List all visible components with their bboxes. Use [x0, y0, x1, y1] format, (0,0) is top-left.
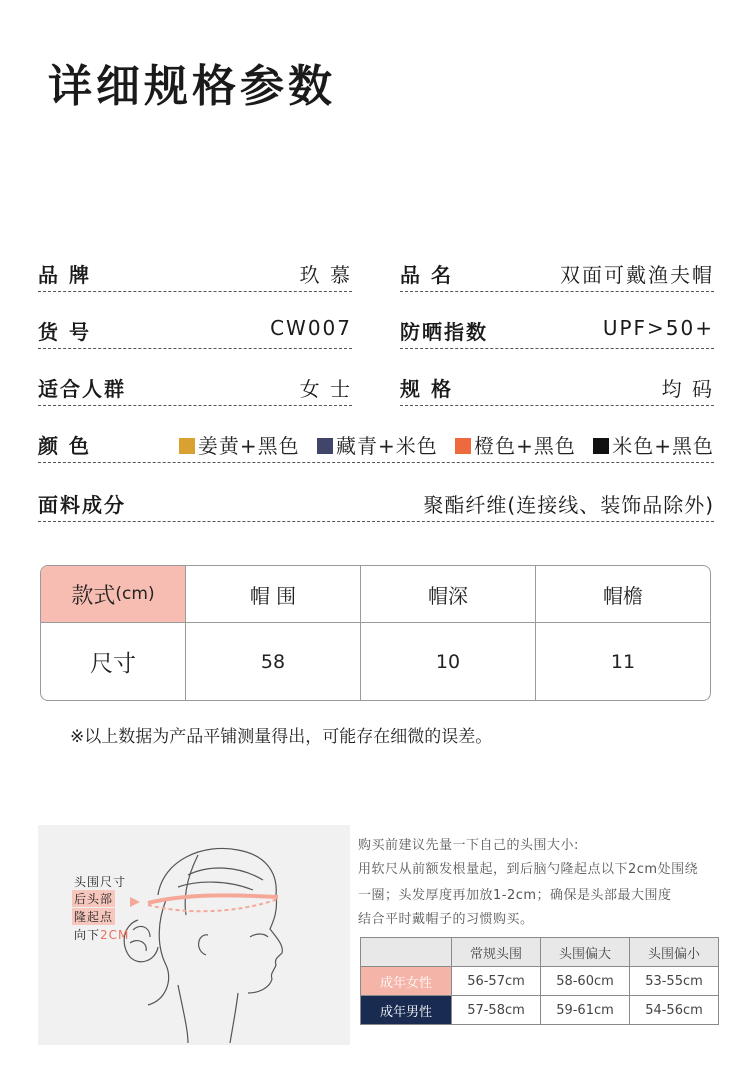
tip-line: 结合平时戴帽子的习惯购买。 — [358, 912, 534, 927]
head-label-circumference: 头围尺寸 — [74, 875, 127, 889]
spec-label: 面料成分 — [38, 493, 126, 517]
table-cell: 59-61cm — [541, 996, 630, 1025]
head-label-down-prefix: 向下 — [74, 928, 101, 942]
spec-value: UPF>50+ — [602, 316, 714, 340]
page-title: 详细规格参数 — [48, 61, 336, 112]
spec-row-size — [400, 369, 714, 406]
size-table-corner-label: 款式 — [71, 583, 116, 609]
spec-value: 玖 慕 — [299, 263, 352, 287]
color-option: 藏青+米色 — [335, 434, 438, 458]
table-header: 头围偏小 — [630, 938, 719, 967]
tip-line: 用软尺从前额发根量起，到后脑勺隆起点以下2cm处围绕 — [358, 862, 699, 877]
divider — [185, 566, 186, 700]
spec-label: 货 号 — [38, 320, 91, 344]
spec-value: 聚酯纤维(连接线、装饰品除外) — [423, 493, 714, 517]
size-table-corner — [41, 566, 185, 622]
spec-value: 均 码 — [661, 377, 714, 401]
divider — [535, 566, 536, 700]
spec-row-brand — [38, 255, 352, 292]
table-cell: 57-58cm — [452, 996, 541, 1025]
size-table — [40, 565, 711, 701]
size-table-row-label: 尺寸 — [90, 651, 136, 677]
swatch-icon — [317, 438, 333, 454]
spec-row-color — [38, 426, 714, 463]
size-table-corner-unit: (cm) — [115, 584, 155, 604]
swatch-icon — [455, 438, 471, 454]
tip-line: 购买前建议先量一下自己的头围大小: — [358, 838, 579, 853]
table-header: 常规头围 — [452, 938, 541, 967]
spec-value: CW007 — [270, 316, 352, 340]
spec-row-upf — [400, 312, 714, 349]
spec-label: 规 格 — [400, 377, 453, 401]
divider — [41, 622, 710, 623]
head-label-bump: 隆起点 — [74, 910, 114, 924]
table-cell: 58-60cm — [541, 967, 630, 996]
size-table-value: 10 — [435, 650, 461, 673]
table-row — [361, 938, 719, 967]
spec-row-name — [400, 255, 714, 292]
spec-row-fabric — [38, 485, 714, 522]
table-header: 头围偏大 — [541, 938, 630, 967]
color-options — [179, 430, 714, 459]
head-illustration-panel — [38, 825, 350, 1045]
spec-row-sku — [38, 312, 352, 349]
size-table-value: 11 — [610, 650, 636, 673]
spec-label: 品 名 — [400, 263, 453, 287]
table-cell: 53-55cm — [630, 967, 719, 996]
row-label-female: 成年女性 — [361, 967, 452, 996]
swatch-icon — [593, 438, 609, 454]
swatch-icon — [179, 438, 195, 454]
measurement-note: ※以上数据为产品平铺测量得出，可能存在细微的误差。 — [70, 727, 493, 747]
table-cell: 56-57cm — [452, 967, 541, 996]
color-option: 姜黄+黑色 — [197, 434, 300, 458]
divider — [360, 566, 361, 700]
spec-row-group — [38, 369, 352, 406]
spec-label: 防晒指数 — [400, 320, 488, 344]
head-size-table — [360, 937, 719, 1025]
table-cell: 54-56cm — [630, 996, 719, 1025]
tip-line: 一圈；头发厚度再加放1-2cm；确保是头部最大围度 — [358, 888, 672, 903]
size-table-header: 帽 围 — [249, 583, 297, 608]
table-row — [361, 996, 719, 1025]
color-option: 橙色+黑色 — [474, 434, 576, 458]
color-option: 米色+黑色 — [612, 434, 714, 458]
head-label-down — [74, 926, 129, 943]
spec-label: 品 牌 — [38, 263, 91, 287]
size-table-value: 58 — [260, 650, 286, 673]
table-row — [361, 967, 719, 996]
spec-value: 双面可戴渔夫帽 — [560, 263, 714, 287]
row-label-male: 成年男性 — [361, 996, 452, 1025]
table-corner — [361, 938, 452, 967]
spec-value: 女 士 — [299, 377, 352, 401]
size-table-header: 帽檐 — [603, 583, 643, 608]
head-label-back: 后头部 — [74, 892, 114, 906]
spec-label: 适合人群 — [38, 377, 126, 401]
size-table-header: 帽深 — [428, 583, 468, 608]
spec-label: 颜 色 — [38, 434, 91, 458]
head-label-down-accent: 2CM — [100, 928, 130, 942]
